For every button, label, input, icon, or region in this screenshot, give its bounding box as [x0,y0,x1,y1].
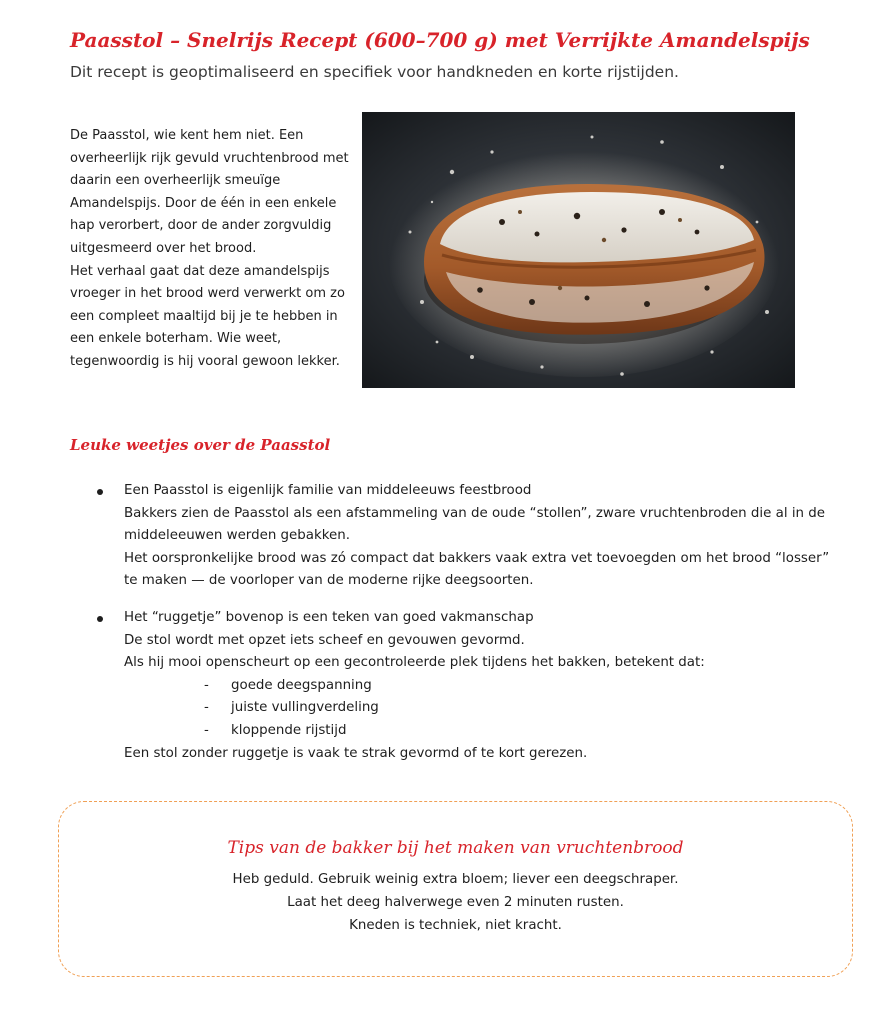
bullet-icon [97,489,103,495]
paasstol-photo [362,112,795,388]
page-subtitle: Dit recept is geoptimaliseerd en specifiek voor handkneden en korte rijstijden. [70,63,679,81]
fact-text: De stol wordt met opzet iets scheef en gevouwen gevormd. [124,632,525,648]
fact-text: Een stol zonder ruggetje is vaak te strak gevormd of te kort gerezen. [124,745,588,761]
fact-sublist [124,675,835,743]
intro-paragraph: De Paasstol, wie kent hem niet. Een overheerlijk rijk gevuld vruchtenbrood met daarin een overheerlijk smeuïge Amandelspijs. Door de één in een enkele hap verorbert, door de ander zorgvuldig uitgesmeerd over het brood. [70,128,349,256]
sublist-item [124,697,835,720]
tips-line: Kneden is techniek, niet kracht. [349,918,562,933]
fact-item [95,607,835,765]
intro-paragraph: Het verhaal gaat dat deze amandelspijs vroeger in het brood werd verwerkt om zo een compleet maaltijd bij je te hebben in een enkele boterham. Wie weet, tegenwoordig is hij vooral gewoon lekker. [70,263,345,369]
fact-text: Het oorspronkelijke brood was zó compact dat bakkers vaak extra vet toevoegden om het brood “losser” te maken — de voorloper van de moderne rijke deegsoorten. [124,550,830,589]
tips-title: Tips van de bakker bij het maken van vruchtenbrood [227,838,684,858]
fact-text: Bakkers zien de Paasstol als een afstammeling van de oude “stollen”, zware vruchtenbroden die al in de middeleeuwen werden gebakken. [124,505,826,544]
sublist-item-label: juiste vullingverdeling [231,700,379,716]
intro-text [70,125,355,374]
dash-icon: - [204,700,209,716]
page-title: Paasstol – Snelrijs Recept (600–700 g) met Verrijkte Amandelspijs [70,28,810,52]
fact-item [95,480,835,593]
fact-heading: Een Paasstol is eigenlijk familie van middeleeuws feestbrood [124,483,532,498]
sublist-item-label: kloppende rijstijd [231,722,347,738]
fact-text: Als hij mooi openscheurt op een gecontroleerde plek tijdens het bakken, betekent dat: [124,655,705,671]
sublist-item-label: goede deegspanning [231,677,372,693]
sublist-item [124,675,835,698]
dash-icon: - [204,722,209,738]
tips-line: Laat het deeg halverwege even 2 minuten rusten. [287,895,624,910]
tips-line: Heb geduld. Gebruik weinig extra bloem; liever een deegschraper. [232,872,679,887]
sublist-item [124,720,835,743]
facts-list [95,480,835,765]
tips-box [58,801,853,977]
dash-icon: - [204,677,209,693]
bullet-icon [97,616,103,622]
fact-heading: Het “ruggetje” bovenop is een teken van goed vakmanschap [124,609,534,625]
facts-title: Leuke weetjes over de Paasstol [70,436,331,454]
